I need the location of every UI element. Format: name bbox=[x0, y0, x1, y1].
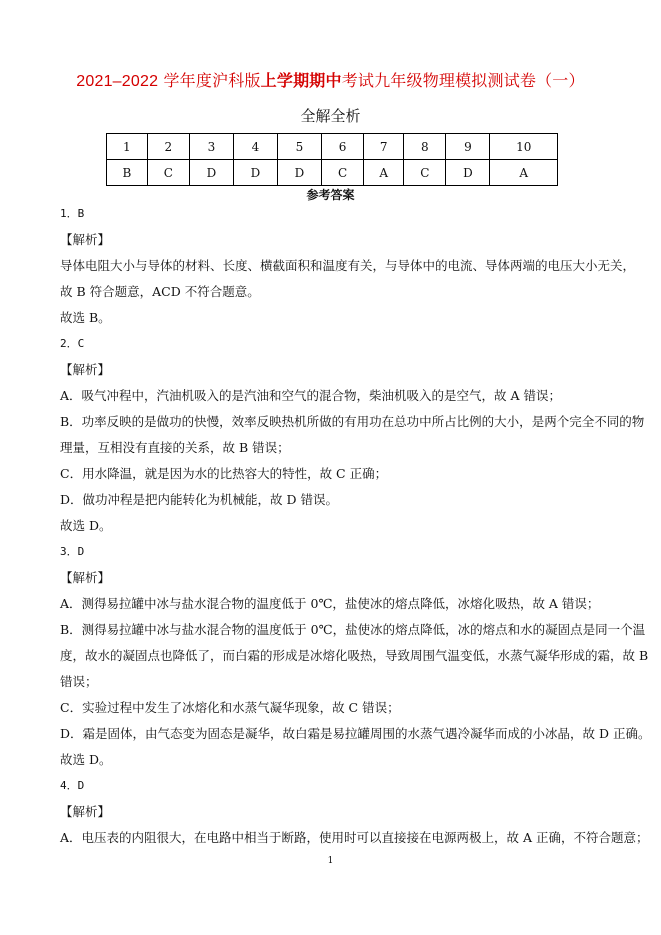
text-line: B．功率反映的是做功的快慢，效率反映热机所做的有用功在总功中所占比例的大小，是两个完全不同的物 bbox=[60, 414, 645, 429]
subtitle: 全解全析 bbox=[300, 107, 361, 125]
text-line: B．测得易拉罐中冰与盐水混合物的温度低于 0℃，盐使冰的熔点降低，冰的熔点和水的凝固点是同一个温 bbox=[60, 622, 646, 637]
document-title: 2021–2022 学年度沪科版上学期期中考试九年级物理模拟测试卷（一） bbox=[76, 71, 585, 90]
question-number-cell: 9 bbox=[446, 134, 490, 160]
answer-cell: A bbox=[364, 160, 404, 186]
text-line: 故 B 符合题意，ACD 不符合题意。 bbox=[60, 284, 260, 299]
answer-table bbox=[106, 133, 558, 186]
question-number-cell: 1 bbox=[107, 134, 148, 160]
question-heading: 1．B bbox=[60, 207, 85, 220]
solution-body bbox=[60, 201, 651, 851]
text-line: 错误； bbox=[60, 674, 98, 689]
text-line: A．电压表的内阻很大，在电路中相当于断路，使用时可以直接接在电源两极上，故 A 正确，不符合题意； bbox=[60, 830, 649, 845]
text-line: 故选 D。 bbox=[60, 752, 112, 767]
question-number-cell: 3 bbox=[189, 134, 233, 160]
question-heading: 4．D bbox=[60, 779, 85, 792]
text-line: 导体电阻大小与导体的材料、长度、横截面积和温度有关，与导体中的电流、导体两端的电压大小无关， bbox=[60, 258, 636, 273]
text-line: A．吸气冲程中，汽油机吸入的是汽油和空气的混合物，柴油机吸入的是空气，故 A 错误； bbox=[60, 388, 562, 403]
text-line: 【解析】 bbox=[60, 232, 111, 247]
answer-cell: C bbox=[147, 160, 189, 186]
text-line: 理量，互相没有直接的关系，故 B 错误； bbox=[60, 440, 290, 455]
answer-cell: C bbox=[321, 160, 363, 186]
text-line: 度，故水的凝固点也降低了，而白霜的形成是冰熔化吸热，导致周围气温变低，水蒸气凝华形成的霜，故 B bbox=[60, 648, 649, 663]
text-line: 【解析】 bbox=[60, 362, 111, 377]
answer-row bbox=[107, 160, 558, 186]
question-number-cell: 4 bbox=[233, 134, 277, 160]
question-number-cell: 8 bbox=[404, 134, 446, 160]
text-line: A．测得易拉罐中冰与盐水混合物的温度低于 0℃，盐使冰的熔点降低，冰熔化吸热，故 A 错误； bbox=[60, 596, 600, 611]
text-line: 故选 D。 bbox=[60, 518, 112, 533]
text-line: 【解析】 bbox=[60, 570, 111, 585]
question-heading: 2．C bbox=[60, 337, 85, 350]
answer-cell: C bbox=[404, 160, 446, 186]
answer-cell: D bbox=[189, 160, 233, 186]
text-line: D．霜是固体，由气态变为固态是凝华，故白霜是易拉罐周围的水蒸气遇冷凝华而成的小冰晶，故 D 正确。 bbox=[60, 726, 651, 741]
answer-cell: D bbox=[277, 160, 321, 186]
text-line: 【解析】 bbox=[60, 804, 111, 819]
question-heading: 3．D bbox=[60, 545, 85, 558]
answer-cell: A bbox=[490, 160, 558, 186]
reference-answer-label: 参考答案 bbox=[306, 188, 355, 202]
question-number-cell: 2 bbox=[147, 134, 189, 160]
page-number: 1 bbox=[327, 856, 334, 866]
text-line: 故选 B。 bbox=[60, 310, 111, 325]
answer-cell: D bbox=[446, 160, 490, 186]
text-line: C．实验过程中发生了冰熔化和水蒸气凝华现象，故 C 错误； bbox=[60, 700, 400, 715]
text-line: D．做功冲程是把内能转化为机械能，故 D 错误。 bbox=[60, 492, 338, 507]
text-line: C．用水降温，就是因为水的比热容大的特性，故 C 正确； bbox=[60, 466, 388, 481]
question-number-cell: 7 bbox=[364, 134, 404, 160]
question-number-cell: 10 bbox=[490, 134, 558, 160]
question-number-cell: 6 bbox=[321, 134, 363, 160]
question-number-cell: 5 bbox=[277, 134, 321, 160]
answer-cell: B bbox=[107, 160, 148, 186]
question-number-row bbox=[107, 134, 558, 160]
answer-cell: D bbox=[233, 160, 277, 186]
